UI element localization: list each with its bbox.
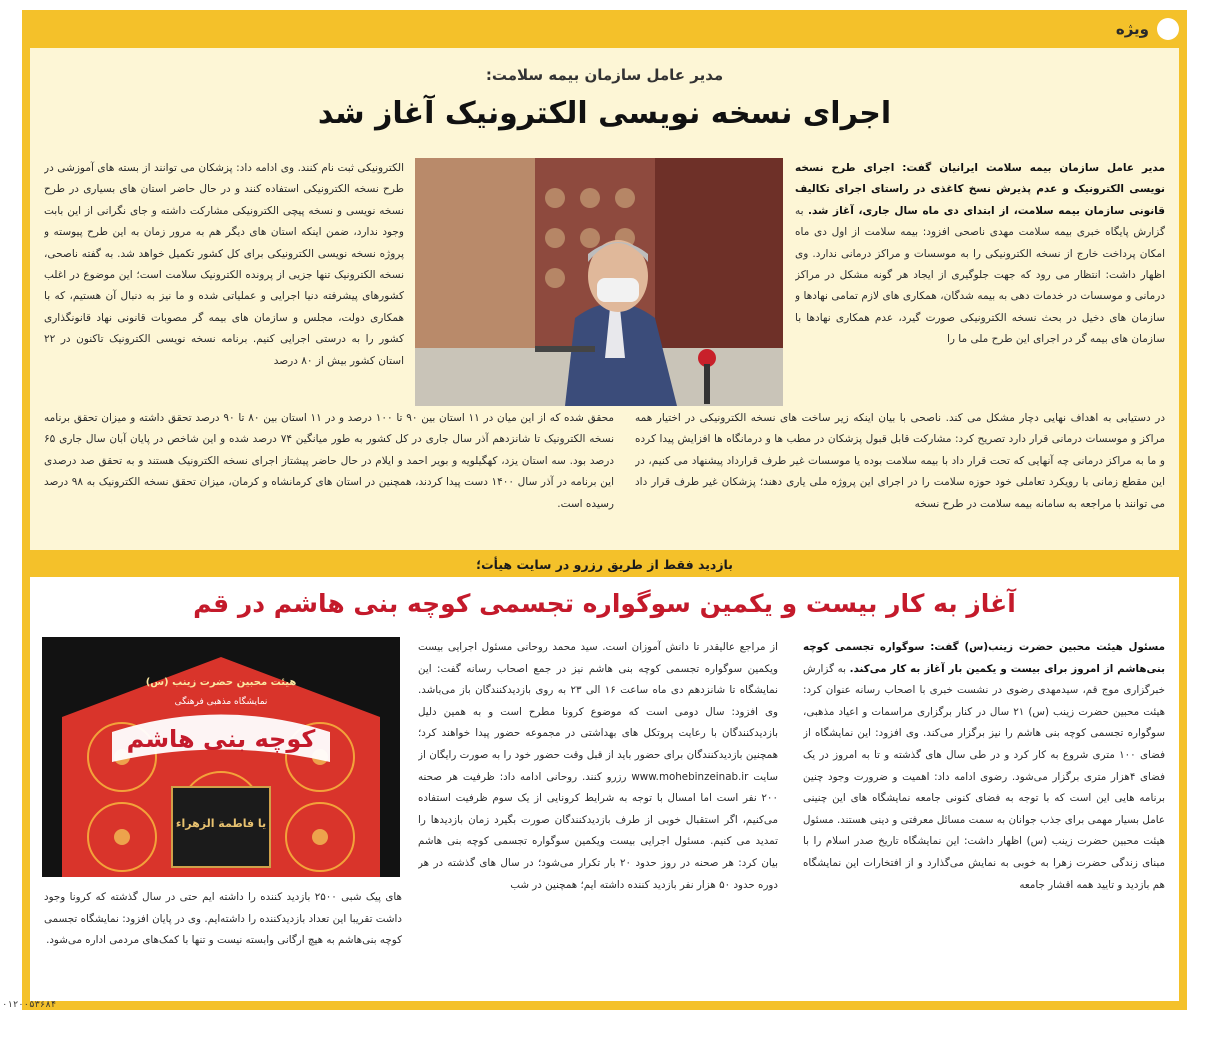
circle-icon <box>1157 18 1179 40</box>
poster-title: کوچه بنی هاشم <box>126 725 316 753</box>
article-lead: مدیر عامل سازمان بیمه سلامت ایرانیان گفت: اجرای طرح نسخه نویسی الکترونیک و عدم پذیرش نسخ کاغذی در راستای اجرای تکالیف قانونی سازمان بیمه سلامت، از ابتدای دی ماه سال جاری، آغاز شد. <box>795 162 1165 217</box>
article-bottom-left: محقق شده که از این میان در ۱۱ استان بین ۹۰ تا ۱۰۰ درصد و در ۱۱ استان بین ۸۰ تا ۹۰ درصد تحقق داشته و میزان تحقق برنامه نسخه الکترونیک تا شانزدهم آذر سال جاری در کل کشور به طور میانگین ۷۴ درصد شده و این شاخص در پایان آبان سال جاری ۶۵ درصد بود. سه استان یزد، کهگیلویه و بویر احمد و ایلام در حال حاضر پیشتاز اجرای نسخه الکترونیک هستند و به تحقق صد درصدی این برنامه در آذر سال ۱۴۰۰ دست پیدا کردند، همچنین در استان های کرمانشاه و کرمان، میزان تحقق نسخه الکترونیک به ۹۸ درصد رسیده است. <box>44 412 614 510</box>
article-body: به گزارش خبرگزاری موج قم، سیدمهدی رضوی در نشست خبری با اصحاب رسانه عنوان کرد: هیئت محبین حضرت زینب (س) ۲۱ سال در کنار برگزاری مراسمات و اعیاد مذهبی، سوگواره تجسمی کوچه بنی هاشم را نیز برگزار می‌کند. وی افزود: این نمایشگاه از فضای ۱۰۰ متری شروع به کار کرد و در طی سال های گذشته و تا به امروز در یک فضای ۴هزار متری برگزار می‌شود. رضوی ادامه داد: اهمیت و ضرورت وجود چنین برنامه هایی این است که با توجه به فضای کنونی جامعه نمایشگاه های این چنینی عامل بسیار مهمی برای جذب جوانان به سمت مسائل معرفتی و دینی هستند. مسئول هیئت محبین حضرت زینب (س) اظهار داشت: این نمایشگاه تاریخ صدر اسلام را با مبنای زندگی حضرت زهرا به خوبی به نمایش می‌گذارد و از افتخارات این نمایشگاه هم بازدید و تایید همه اقشار جامعه <box>803 662 1165 891</box>
article-lead: مسئول هیئت محبین حضرت زینب(س) گفت: سوگواره تجسمی کوچه بنی‌هاشم از امروز برای بیست و یکمین بار آغاز به کار می‌کند. <box>803 641 1165 675</box>
article-column-left: های پیک شبی ۲۵۰۰ بازدید کننده را داشته ایم حتی در سال گذشته که کرونا وجود داشت تقریبا این تعداد بازدیدکننده را داشته‌ایم. وی در پایان افزود: نمایشگاه تجسمی کوچه بنی‌هاشم به هیچ ارگانی وابسته نیست و تنها با کمک‌های مردمی اداره می‌شود. <box>44 891 402 947</box>
newspaper-page <box>22 10 1187 1010</box>
poster-artwork-icon <box>42 637 400 877</box>
article-exhibition <box>30 577 1179 1001</box>
article-kicker: مدیر عامل سازمان بیمه سلامت: <box>485 66 724 84</box>
article-headline: آغاز به کار بیست و یکمین سوگواره تجسمی کوچه بنی هاشم در قم <box>193 589 1016 618</box>
article-column-middle: از مراجع عالیقدر تا دانش آموزان است. سید محمد روحانی مسئول اجرایی بیست ویکمین سوگواره تجسمی کوچه بنی هاشم نیز در جمع اصحاب رسانه گفت: این نمایشگاه تا شانزدهم دی ماه ساعت ۱۶ الی ۲۳ به روی بازدیدکنندگان باز می‌باشد. وی افزود: سال دومی است که موضوع کرونا مطرح است و به همین دلیل بازدیدکنندگان با رعایت پروتکل های بهداشتی در مجموعه حضور پیدا خواهند کرد؛ همچنین بازدیدکنندگان برای حضور باید از قبل وقت حضور خود را به صورت رایگان از سایت www.mohebinzeinab.ir رزرو کنند. روحانی ادامه داد: ظرفیت هر صحنه ۲۰۰ نفر است اما امسال با توجه به شرایط کرونایی از یک سوم ظرفیت استفاده می‌کنیم، اگر استقبال خوبی از طرف بازدیدکنندگان صورت بگیرد زمان بازدیدها را تمدید می کنیم. مسئول اجرایی بیست ویکمین سوگواره تجسمی کوچه بنی هاشم بیان کرد: هر صحنه در روز حدود ۲۰ بار تکرار می‌شود؛ در سال های گذشته در هر دوره حدود ۵۰ هزار نفر بازدید کننده داشته ایم؛ همچنین در شب <box>418 641 778 891</box>
poster-small-line: نمایشگاه مذهبی فرهنگی <box>174 697 268 707</box>
speaker-photo-icon <box>415 158 783 406</box>
article-body: به گزارش پایگاه خبری بیمه سلامت مهدی ناصحی افزود: بیمه سلامت از اول دی ماه امکان پرداخت خارج از نسخه الکترونیکی را به موسسات و مراکز درمانی ندارد. وی اظهار داشت: انتظار می رود که جهت جلوگیری از ایجاد هر گونه مشکل در مراکز درمانی و موسسات در خدمات دهی به بیمه شدگان، همکاری های لازم تمامی نهادها و سازمان های دخیل در بحث نسخه الکترونیکی صورت گیرد، عدم همکاری نهادها با سازمان های بیمه گر در اجرای این طرح ملی ما را <box>795 204 1165 346</box>
article-insurance <box>30 48 1179 550</box>
article-photo <box>415 158 783 406</box>
section-label: ویژه <box>1115 20 1149 38</box>
section-badge <box>1116 16 1179 42</box>
article-strap: بازدید فقط از طریق رزرو در سایت هیأت؛ <box>476 557 733 572</box>
article-column-left: الکترونیکی ثبت نام کنند. وی ادامه داد: پزشکان می توانند از بسته های آموزشی در طرح نسخه الکترونیکی استفاده کنند و در حال حاضر استان های بسیاری در طرح نسخه نویسی و نسخه پیچی الکترونیکی مشارکت داشته و جای نگرانی از این بابت وجود ندارد، ضمن اینکه استان های دیگر هم به مرور زمان به این طرح پیوسته و پروژه نسخه نویسی الکترونیکی برای کل کشور تکمیل خواهد شد. به گفته ناصحی، نسخه الکترونیک تنها جزیی از پرونده الکترونیک سلامت است؛ این موضوع در اغلب کشورهای پیشرفته دنیا اجرایی و عملیاتی شده و ما نیز به دنبال آن هستیم، که با همکاری دولت، مجلس و سازمان های بیمه گر مصوبات قانونی نهاد قانونگذاری کشور را به درستی اجرایی کنیم. برنامه نسخه نویسی الکترونیک تاکنون در ۲۲ استان کشور بیش از ۸۰ درصد <box>44 162 404 367</box>
article-column-right <box>795 158 1165 406</box>
poster-calligraphy: یا فاطمة الزهراء <box>175 817 267 830</box>
poster-top-text: هیئت محبین حضرت زینب (س) <box>145 677 297 688</box>
exhibition-poster <box>42 637 400 877</box>
article-headline: اجرای نسخه نویسی الکترونیک آغاز شد <box>317 96 892 131</box>
article-bottom-right: در دستیابی به اهداف نهایی دچار مشکل می کند. ناصحی با بیان اینکه زیر ساخت های نسخه الکترونیکی در اختیار همه مراکز و موسسات درمانی قرار دارد تصریح کرد: مشارکت قابل قبول پزشکان در مطب ها و درمانگاه ها افزایش پیدا کرده و ما به مراکز درمانی چه آنهایی که تحت قرار داد با بیمه سلامت بوده یا موسسات غیر طرف قرارداد پیشنهاد می کنیم، در این مقطع زمانی با رویکرد تعاملی خود حوزه سلامت را در اجرای این پروژه ملی یاری دهند؛ پزشکان غیر طرف قرار داد می توانند با مراجعه به سامانه بیمه سلامت در طرح نسخه <box>635 412 1165 510</box>
page-code: ۰۱۲۰۰۵۳۶۸۴ <box>2 1000 57 1010</box>
article-column-right <box>803 637 1165 993</box>
section-bar <box>22 10 1187 48</box>
